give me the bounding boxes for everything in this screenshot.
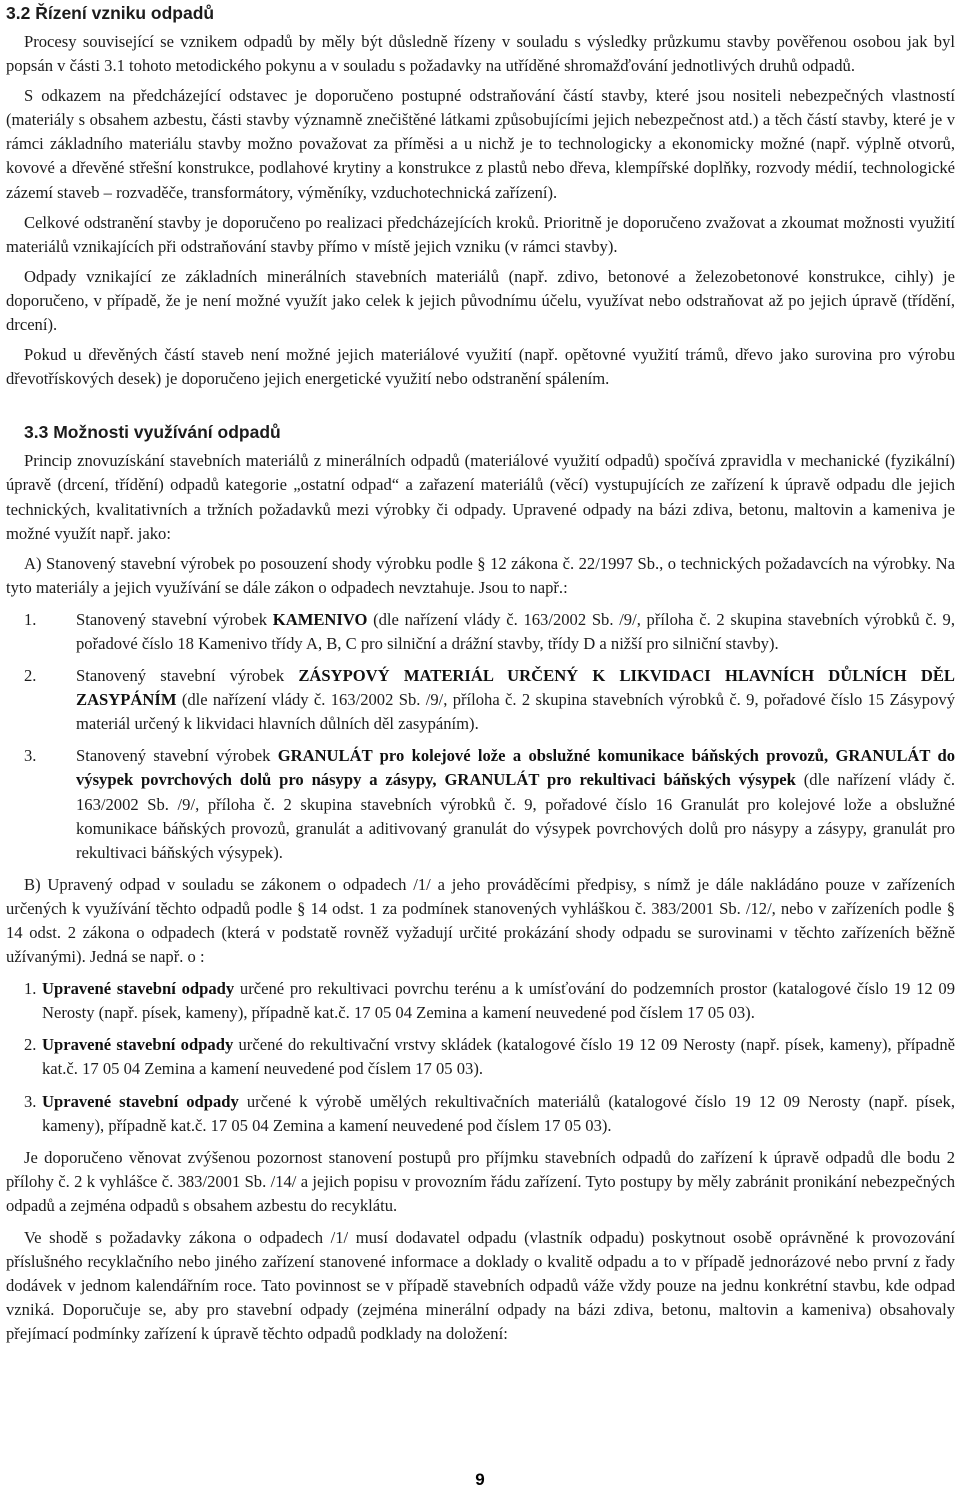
list-item	[6, 977, 955, 1025]
list-text: Stanovený stavební výrobek	[76, 609, 273, 629]
paragraph: Celkové odstranění stavby je doporučeno po realizaci předcházejících kroků. Prioritně je doporučeno zvažovat a zkoumat možnosti využití materiálů vznikajících při odstraňování stavby přímo v místě jejich vzniku (v rámci stavby).	[6, 212, 955, 256]
list-text: (dle nařízení vlády č. 163/2002 Sb. /9/, příloha č. 2 skupina stavebních výrobků č. 9, pořadové číslo 18 Kamenivo třídy A, B, C pro silniční a drážní stavby, třídy D a nižší pro silniční stavby).	[76, 609, 955, 653]
list-item	[6, 664, 955, 736]
paragraph: S odkazem na předcházející odstavec je doporučeno postupné odstraňování částí stavby, které jsou nositeli nebezpečných vlastností (materiály s obsahem azbestu, části stavby významně znečištěné látkami způsobujícími jejich nebezpečnost atd.) a těch částí stavby, které je v rámci základního materiálu stavby možno považovat za příměsi a u nichž je to technologicky a ekonomicky možné (např. výplně otvorů, kovové a dřevěné střešní konstrukce, podlahové krytiny a konstrukce z plastů nebo dřeva, klempířské doplňky, rozvody médií, technologické zázemí staveb – rozvaděče, transformátory, výměníky, vzduchotechnická zařízení).	[6, 86, 955, 202]
section-heading: 3.2 Řízení vzniku odpadů	[6, 3, 215, 23]
list-number: 1.	[24, 979, 37, 999]
page-number: 9	[475, 1470, 485, 1489]
list-number: 1.	[24, 609, 37, 629]
list-text: Stanovený stavební výrobek	[76, 666, 299, 686]
list-item	[6, 608, 955, 656]
paragraph: Ve shodě s požadavky zákona o odpadech /1/ musí dodavatel odpadu (vlastník odpadu) poskytnout osobě oprávněné k provozování příslušného recyklačního nebo jiného zařízení stanovené informace a doklady o kvalitě odpadu a to v případě jednorázové nebo první z řady dodávek v jednom kalendářním roce. Tato povinnost se v případě stavebních odpadů váže vždy pouze na jednu konkrétní stavbu, kde odpad vzniká. Doporučuje se, aby pro stavební odpady (zejména minerální odpady na bázi zdiva, betonu, maltovin a kameniva) obsahovaly přejímací podmínky zařízení k úpravě těchto odpadů podklady na doložení:	[6, 1228, 955, 1344]
list-bold-text: Upravené stavební odpady	[42, 1035, 234, 1055]
section-heading: 3.3 Možnosti využívání odpadů	[24, 422, 281, 443]
list-bold-text: GRANULÁT pro kolejové lože a obslužné komunikace báňských provozů, GRANULÁT do výsypek povrchových dolů pro násypy a zásypy, GRANULÁT pro rekultivaci báňských výsypek	[76, 746, 955, 790]
list-item	[6, 1090, 955, 1138]
paragraph: Je doporučeno věnovat zvýšenou pozornost stanovení postupů pro příjmku stavebních odpadů do zařízení k úpravě odpadů dle bodu 2 přílohy č. 2 k vyhlášce č. 383/2001 Sb. /14/ a jejich popisu v provozním řádu zařízení. Tyto postupy by měly zabránit pronikání nebezpečných odpadů a zejména odpadů s obsahem azbestu do recyklátu.	[6, 1147, 955, 1215]
list-number: 3.	[24, 746, 37, 766]
list-number: 2.	[24, 666, 37, 686]
list-text: určené do rekultivační vrstvy skládek (katalogové číslo 19 12 09 Nerosty (např. písek, kameny), případně kat.č. 17 05 04 Zemina a kamení neuvedené pod číslem 17 05 03).	[42, 1035, 955, 1079]
paragraph: Procesy související se vznikem odpadů by měly být důsledně řízeny v souladu s výsledky průzkumu stavby pověřenou osobou jak byl popsán v části 3.1 tohoto metodického pokynu a v souladu s požadavky na utříděné shromažďování jednotlivých druhů odpadů.	[6, 32, 955, 76]
waste-list	[6, 977, 955, 1138]
list-item	[6, 1033, 955, 1081]
list-text: (dle nařízení vlády č. 163/2002 Sb. /9/, příloha č. 2 skupina stavebních výrobků č. 9, pořadové číslo 16 Granulát pro kolejové lože a obslužné komunikace báňských provozů, granulát a aditivovaný granulát do výsypek povrchových dolů pro násypy a zásypy, granulát pro rekultivaci báňských výsypek).	[76, 770, 955, 862]
paragraph: Odpady vznikající ze základních minerálních stavebních materiálů (např. zdivo, betonové a železobetonové konstrukce, cihly) je doporučeno, v případě, že je není možné využít jako celek k jejich původnímu účelu, využívat nebo odstraňovat až po jejich úpravě (třídění, drcení).	[6, 266, 955, 335]
list-bold-text: ZÁSYPOVÝ MATERIÁL URČENÝ K LIKVIDACI HLAVNÍCH DŮLNÍCH DĚL ZASYPÁNÍM	[76, 666, 955, 710]
list-text: určené k výrobě umělých rekultivačních materiálů (katalogové číslo 19 12 09 Nerosty (např. písek, kameny), případně kat.č. 17 05 04 Zemina a kamení neuvedené pod číslem 17 05 03).	[42, 1091, 956, 1135]
product-list	[6, 608, 955, 865]
list-text: určené pro rekultivaci povrchu terénu a k umísťování do podzemních prostor (katalogové číslo 19 12 09 Nerosty (např. písek, kameny), případně kat.č. 17 05 04 Zemina a kamení neuvedené pod číslem 17 05 03).	[42, 979, 956, 1023]
paragraph: A) Stanovený stavební výrobek po posouzení shody výrobku podle § 12 zákona č. 22/1997 Sb., o technických požadavcích na výrobky. Na tyto materiály a jejich využívání se dále zákon o odpadech nevztahuje. Jsou to např.:	[6, 553, 955, 597]
list-text: (dle nařízení vlády č. 163/2002 Sb. /9/, příloha č. 2 skupina stavebních výrobků č. 9, pořadové číslo 15 Zásypový materiál určený k likvidaci hlavních důlních děl zasypáním).	[76, 690, 955, 734]
list-bold-text: KAMENIVO	[272, 609, 368, 629]
paragraph: Princip znovuzískání stavebních materiálů z minerálních odpadů (materiálové využití odpadů) spočívá zpravidla v mechanické (fyzikální) úpravě (drcení, třídění) odpadů kategorie „ostatní odpad“ a zařazení materiálů (věcí) vystupujících ze zařízení k úpravě odpadu dle jejich technických, kvalitativních a tržních požadavků mezi výrobky či odpady. Upravené odpady na bázi zdiva, betonu, maltovin a kameniva je možné využít např. jako:	[6, 451, 955, 543]
list-bold-text: Upravené stavební odpady	[42, 1091, 239, 1111]
list-text: Stanovený stavební výrobek	[76, 746, 278, 766]
list-bold-text: Upravené stavební odpady	[42, 979, 235, 999]
paragraph: Pokud u dřevěných částí staveb není možné jejich materiálové využití (např. opětovné využití trámů, dřevo jako surovina pro výrobu dřevotřískových desek) je doporučeno jejich energetické využití nebo odstranění spálením.	[6, 345, 955, 389]
list-number: 3.	[24, 1091, 37, 1111]
paragraph: B) Upravený odpad v souladu se zákonem o odpadech /1/ a jeho prováděcími předpisy, s nímž je dále nakládáno pouze v zařízeních určených k využívání těchto odpadů podle § 14 odst. 1 za podmínek stanovených vyhláškou č. 383/2001 Sb. /12/, nebo v zařízeních podle § 14 odst. 2 zákona o odpadech (která v podstatě rovněž vyžadují určité prokázání shody odpadu se surovinami v těchto zařízeních běžně užívanými). Jedná se např. o :	[6, 874, 955, 967]
list-item	[6, 744, 955, 864]
list-number: 2.	[24, 1035, 37, 1055]
